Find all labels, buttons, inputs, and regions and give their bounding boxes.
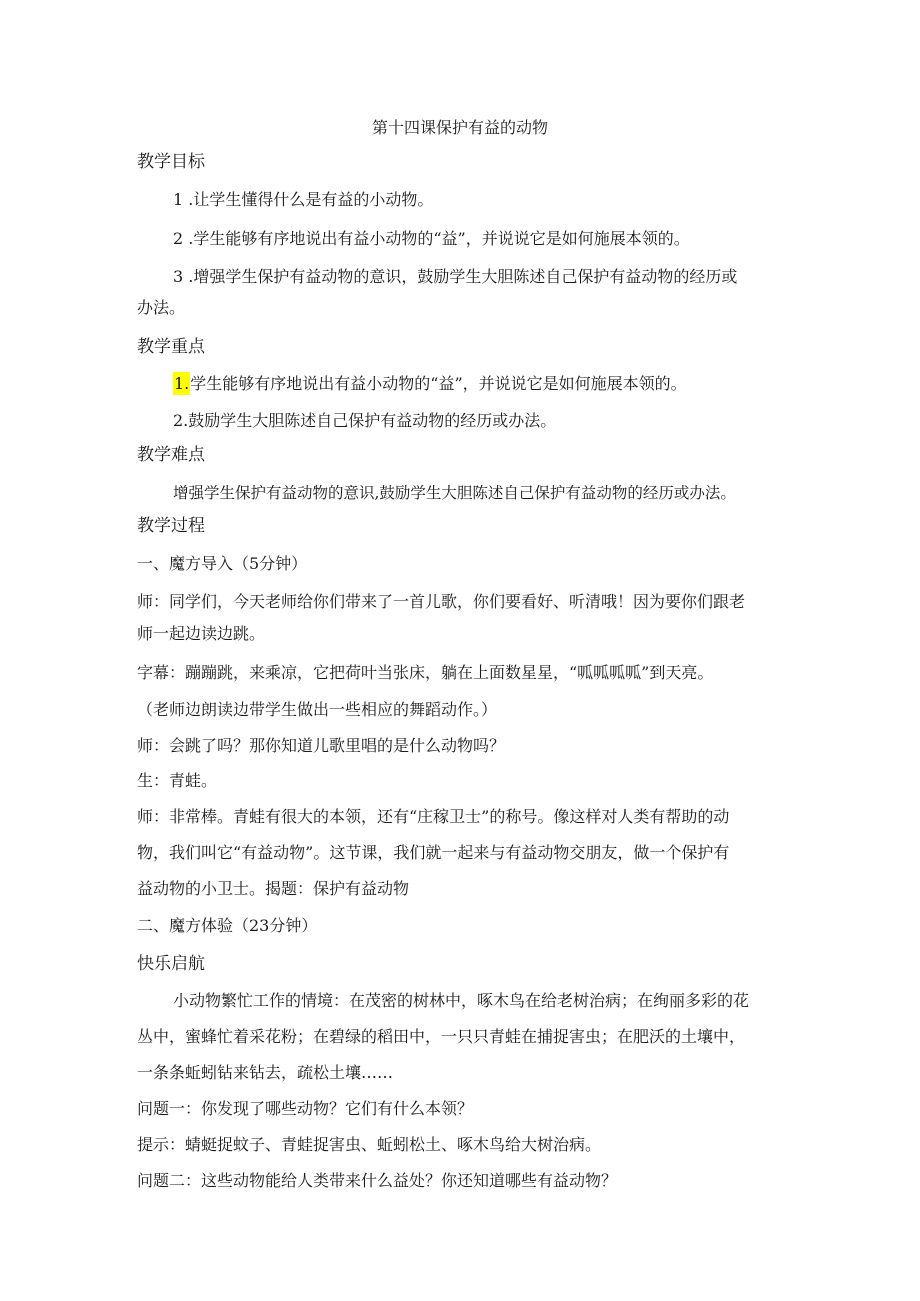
paragraph-line: 小动物繁忙工作的情境：在茂密的树林中，啄木鸟在给老树治病；在绚丽多彩的花 <box>173 991 750 1010</box>
paragraph-line: 问题一：你发现了哪些动物？它们有什么本领？ <box>137 1099 474 1118</box>
paragraph-line: （老师边朗读边带学生做出一些相应的舞蹈动作。） <box>137 700 498 719</box>
paragraph-line: 师：会跳了吗？那你知道儿歌里唱的是什么动物吗？ <box>137 736 506 755</box>
part2-heading: 二、魔方体验（23分钟） <box>137 916 318 935</box>
paragraph-line: 生：青蛙。 <box>137 771 218 790</box>
objective-1: 1 .让学生懂得什么是有益的小动物。 <box>173 190 434 209</box>
key-point-1-text: 学生能够有序地说出有益小动物的“益”，并说说它是如何施展本领的。 <box>190 374 687 393</box>
objective-2: 2 .学生能够有序地说出有益小动物的“益”，并说说它是如何施展本领的。 <box>173 229 690 248</box>
key-point-2: 2.鼓励学生大胆陈述自己保护有益动物的经历或办法。 <box>173 411 557 430</box>
page-title: 第十四课保护有益的动物 <box>371 118 548 137</box>
paragraph-line: 丛中，蜜蜂忙着采花粉；在碧绿的稻田中，一只只青蛙在捕捉害虫；在肥沃的土壤中， <box>137 1027 746 1046</box>
difficulty-heading: 教学难点 <box>137 445 205 465</box>
paragraph-line: 师：同学们，今天老师给你们带来了一首儿歌，你们要看好、听清哦！因为要你们跟老 <box>137 592 746 611</box>
paragraph-line: 物，我们叫它“有益动物”。这节课，我们就一起来与有益动物交朋友，做一个保护有 <box>137 843 730 862</box>
paragraph-line: 问题二：这些动物能给人类带来什么益处？你还知道哪些有益动物？ <box>137 1171 618 1190</box>
objectives-heading: 教学目标 <box>137 152 205 172</box>
paragraph-line: 益动物的小卫士。揭题：保护有益动物 <box>137 879 410 898</box>
key-points-heading: 教学重点 <box>137 337 205 357</box>
paragraph-line: 师：非常棒。青蛙有很大的本领，还有“庄稼卫士”的称号。像这样对人类有帮助的动 <box>137 807 730 826</box>
difficulty-text: 增强学生保护有益动物的意识,鼓励学生大胆陈述自己保护有益动物的经历或办法。 <box>173 484 736 502</box>
paragraph-line: 师一起边读边跳。 <box>137 624 266 643</box>
objective-3: 3 .增强学生保护有益动物的意识，鼓励学生大胆陈述自己保护有益动物的经历或 <box>173 267 738 286</box>
paragraph-line: 一条条蚯蚓钻来钻去，疏松土壤…… <box>137 1063 394 1082</box>
process-heading: 教学过程 <box>137 516 205 536</box>
sub-heading: 快乐启航 <box>137 954 205 974</box>
part1-heading: 一、魔方导入（5分钟） <box>137 554 308 573</box>
key-point-1 <box>173 373 687 395</box>
paragraph-line: 字幕：蹦蹦跳，来乘凉，它把荷叶当张床，躺在上面数星星，“呱呱呱呱”到天亮。 <box>137 663 714 682</box>
objective-3-continued: 办法。 <box>137 298 186 317</box>
paragraph-line: 提示：蜻蜓捉蚊子、青蛙捉害虫、蚯蚓松土、啄木鸟给大树治病。 <box>137 1135 602 1154</box>
highlighted-number: 1. <box>174 374 190 393</box>
